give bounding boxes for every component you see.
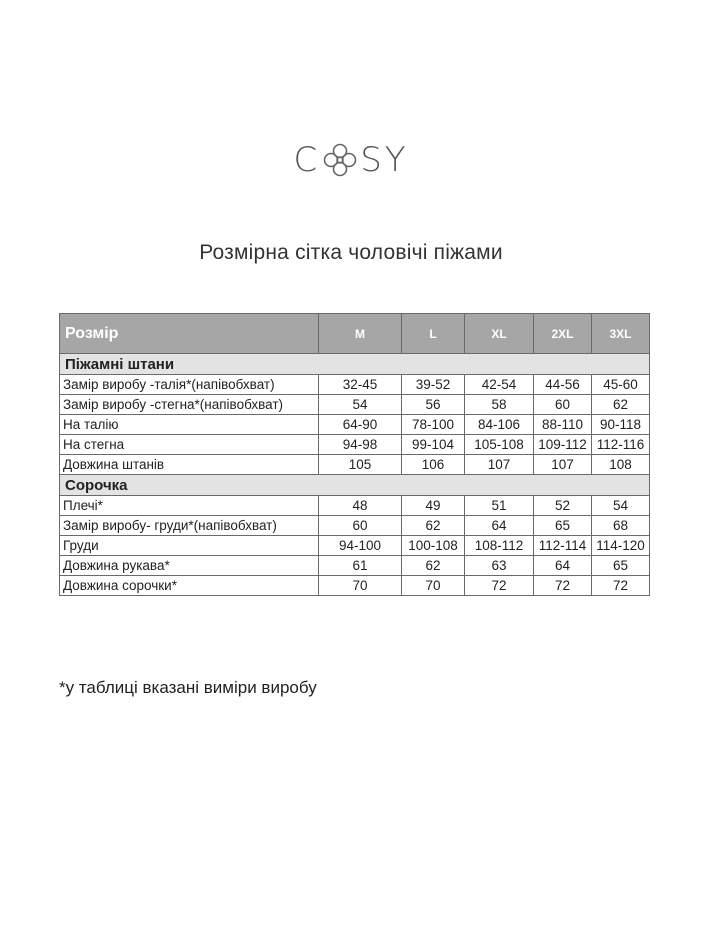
cell: 70: [319, 576, 402, 596]
row-label: Плечі*: [60, 496, 319, 516]
header-size-2xl: 2XL: [534, 314, 592, 354]
table-row: [60, 455, 650, 475]
cell: 72: [592, 576, 650, 596]
cell: 108: [592, 455, 650, 475]
section-header-shirt: [60, 475, 650, 496]
cell: 62: [402, 516, 465, 536]
header-size-3xl: 3XL: [592, 314, 650, 354]
cell: 78-100: [402, 415, 465, 435]
cell: 112-116: [592, 435, 650, 455]
table-row: [60, 375, 650, 395]
header-size-m: M: [319, 314, 402, 354]
cell: 64: [534, 556, 592, 576]
table-row: [60, 576, 650, 596]
cell: 107: [534, 455, 592, 475]
section-title: Сорочка: [60, 475, 650, 496]
logo-text-before: C: [293, 139, 321, 180]
cell: 64: [465, 516, 534, 536]
cell: 72: [534, 576, 592, 596]
table-row: [60, 395, 650, 415]
table-row: [60, 415, 650, 435]
cell: 88-110: [534, 415, 592, 435]
cell: 99-104: [402, 435, 465, 455]
header-size-xl: XL: [465, 314, 534, 354]
row-label: Довжина сорочки*: [60, 576, 319, 596]
cell: 39-52: [402, 375, 465, 395]
cell: 109-112: [534, 435, 592, 455]
cell: 54: [592, 496, 650, 516]
cell: 48: [319, 496, 402, 516]
logo-text-after: SY: [360, 139, 409, 180]
cell: 106: [402, 455, 465, 475]
cell: 94-98: [319, 435, 402, 455]
footnote: *у таблиці вказані виміри виробу: [59, 678, 317, 697]
size-table: [59, 313, 650, 596]
cell: 60: [319, 516, 402, 536]
cell: 105-108: [465, 435, 534, 455]
cell: 42-54: [465, 375, 534, 395]
header-size-label: Розмір: [60, 314, 319, 354]
cell: 72: [465, 576, 534, 596]
brand-logo: [0, 138, 702, 178]
cell: 114-120: [592, 536, 650, 556]
cell: 54: [319, 395, 402, 415]
table-row: [60, 556, 650, 576]
cell: 45-60: [592, 375, 650, 395]
row-label: Замір виробу -талія*(напівобхват): [60, 375, 319, 395]
row-label: Замір виробу -стегна*(напівобхват): [60, 395, 319, 415]
cell: 112-114: [534, 536, 592, 556]
row-label: Груди: [60, 536, 319, 556]
row-label: Довжина штанів: [60, 455, 319, 475]
cell: 64-90: [319, 415, 402, 435]
cell: 49: [402, 496, 465, 516]
cell: 65: [534, 516, 592, 536]
table-row: [60, 536, 650, 556]
cell: 94-100: [319, 536, 402, 556]
cell: 44-56: [534, 375, 592, 395]
page-title: Розмірна сітка чоловічі піжами: [199, 241, 503, 264]
cell: 90-118: [592, 415, 650, 435]
table-row: [60, 496, 650, 516]
cell: 32-45: [319, 375, 402, 395]
cell: 61: [319, 556, 402, 576]
cell: 65: [592, 556, 650, 576]
cell: 100-108: [402, 536, 465, 556]
row-label: На стегна: [60, 435, 319, 455]
cell: 108-112: [465, 536, 534, 556]
cell: 52: [534, 496, 592, 516]
cell: 56: [402, 395, 465, 415]
section-title: Піжамні штани: [60, 354, 650, 375]
cell: 84-106: [465, 415, 534, 435]
table-header-row: [60, 314, 650, 354]
table-row: [60, 435, 650, 455]
row-label: На талію: [60, 415, 319, 435]
cell: 58: [465, 395, 534, 415]
cell: 60: [534, 395, 592, 415]
cell: 107: [465, 455, 534, 475]
table-row: [60, 516, 650, 536]
cell: 68: [592, 516, 650, 536]
header-size-l: L: [402, 314, 465, 354]
cell: 70: [402, 576, 465, 596]
cell: 62: [592, 395, 650, 415]
row-label: Довжина рукава*: [60, 556, 319, 576]
cell: 63: [465, 556, 534, 576]
cell: 105: [319, 455, 402, 475]
cell: 51: [465, 496, 534, 516]
flower-icon: [321, 141, 359, 179]
cell: 62: [402, 556, 465, 576]
row-label: Замір виробу- груди*(напівобхват): [60, 516, 319, 536]
section-header-pants: [60, 354, 650, 375]
